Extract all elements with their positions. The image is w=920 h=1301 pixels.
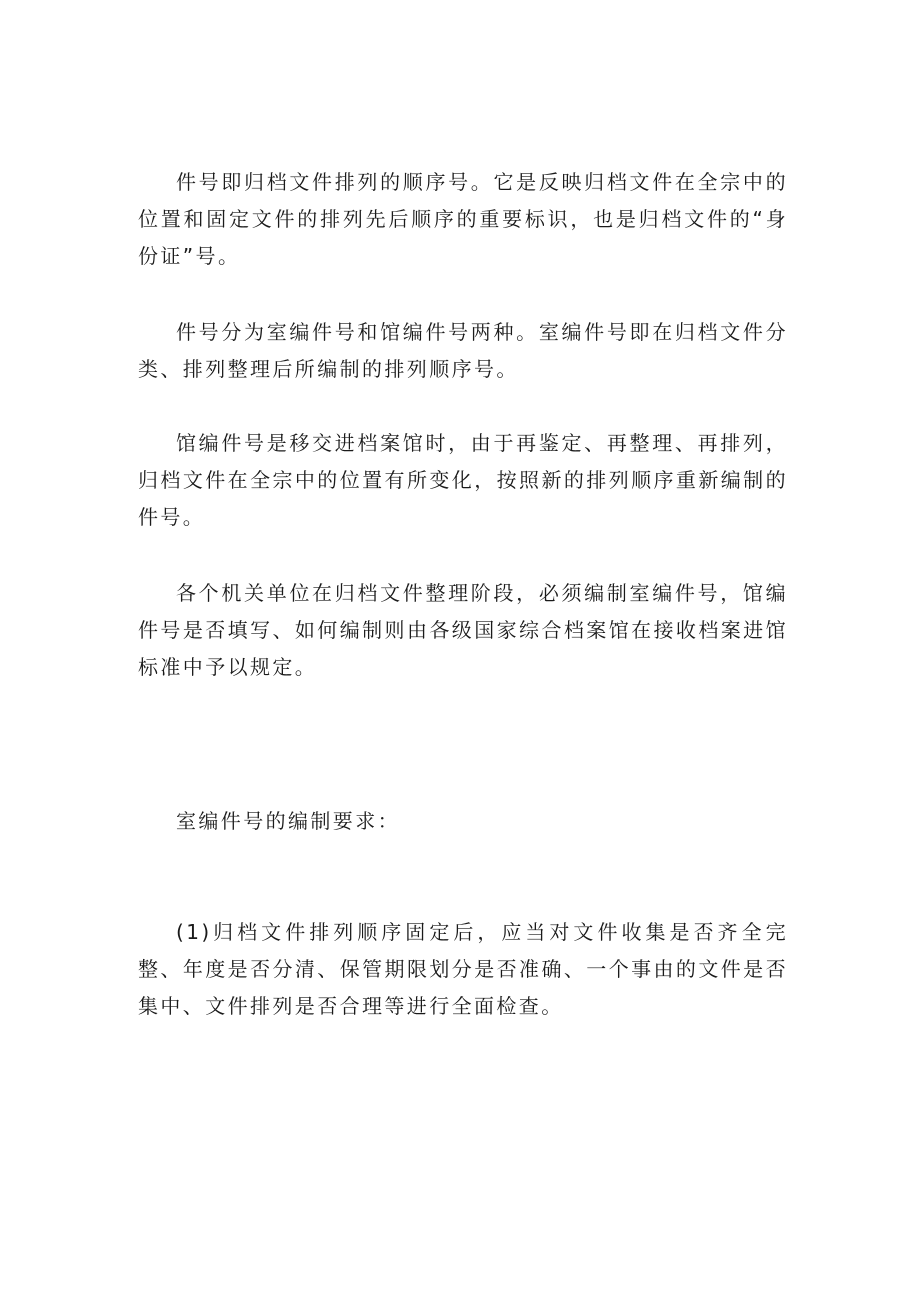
paragraph-requirement-1: (1)归档文件排列顺序固定后，应当对文件收集是否齐全完整、年度是否分清、保管期限划分是否准确、一个事由的文件是否集中、文件排列是否合理等进行全面检查。 xyxy=(138,920,788,1018)
section-heading-requirements: 室编件号的编制要求： xyxy=(176,809,400,833)
paragraph-item-number-types: 件号分为室编件号和馆编件号两种。室编件号即在归档文件分类、排列整理后所编制的排列顺序号。 xyxy=(138,320,788,381)
paragraph-numbering-rules: 各个机关单位在归档文件整理阶段，必须编制室编件号，馆编件号是否填写、如何编制则由各级国家综合档案馆在接收档案进馆标准中予以规定。 xyxy=(138,581,788,679)
paragraph-archive-item-number: 馆编件号是移交进档案馆时，由于再鉴定、再整理、再排列，归档文件在全宗中的位置有所变化，按照新的排列顺序重新编制的件号。 xyxy=(138,431,788,529)
paragraph-item-number-definition: 件号即归档文件排列的顺序号。它是反映归档文件在全宗中的位置和固定文件的排列先后顺序的重要标识，也是归档文件的“身份证”号。 xyxy=(138,170,788,268)
